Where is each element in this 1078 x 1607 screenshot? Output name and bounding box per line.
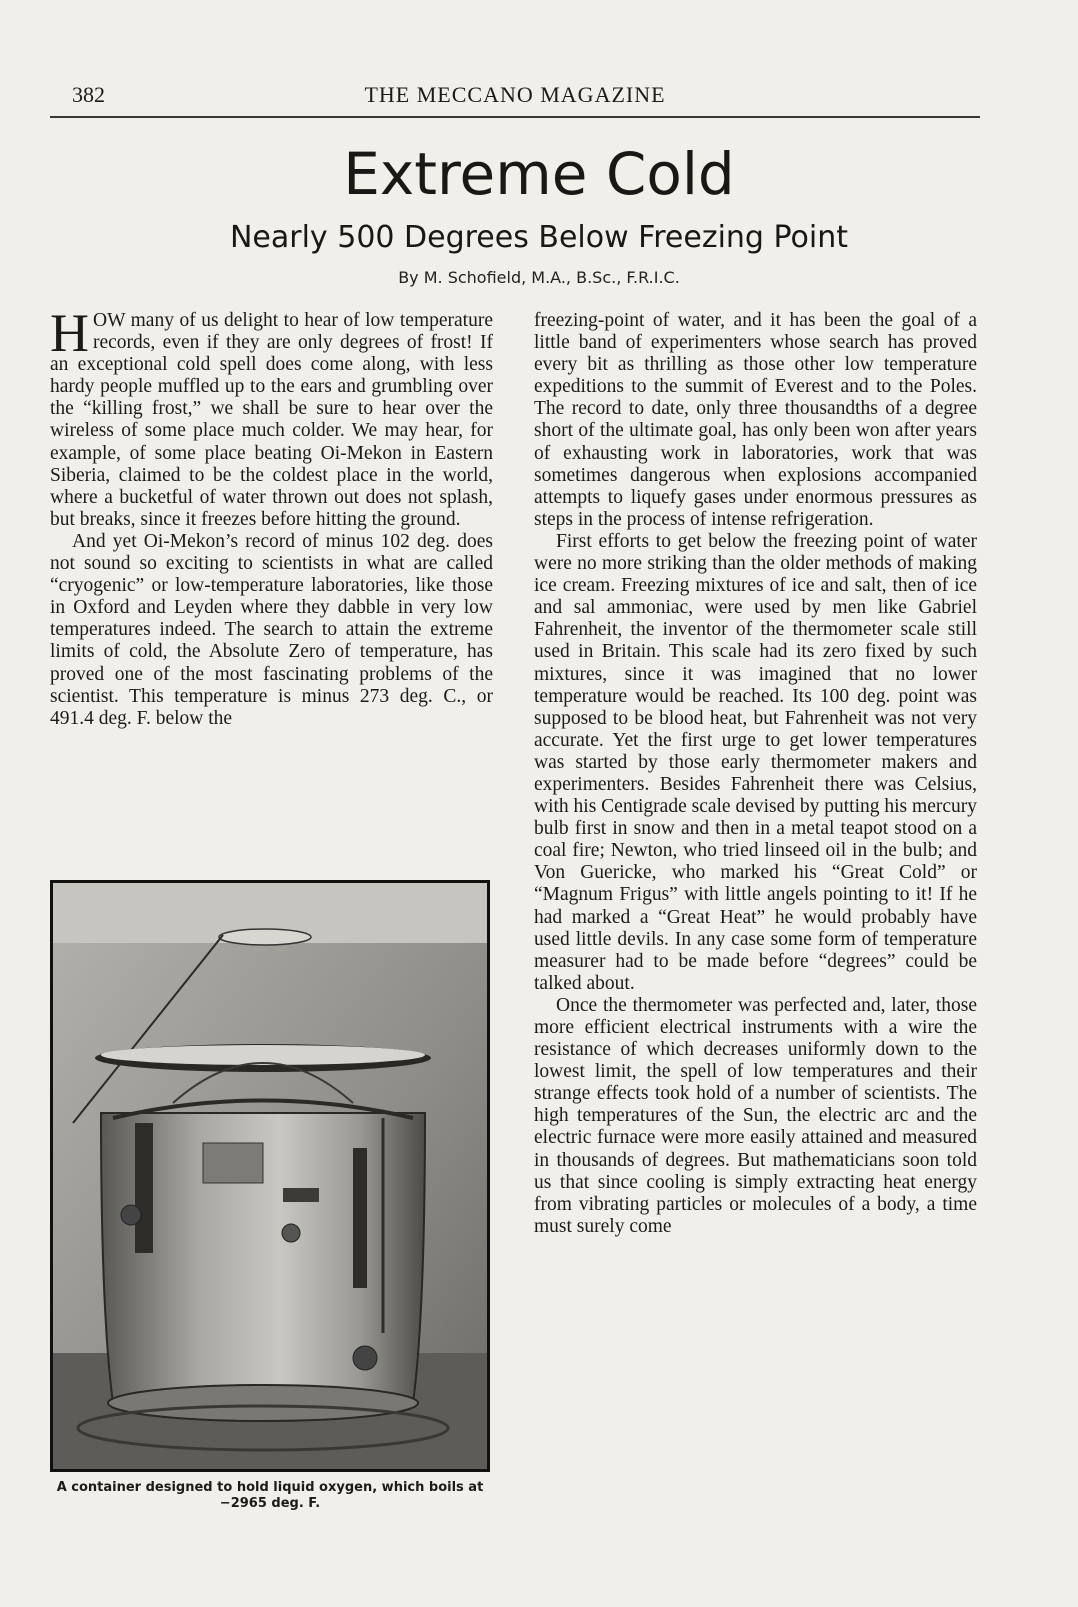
- running-head: [50, 80, 980, 114]
- paragraph: And yet Oi-Mekon’s record of minus 102 deg. does not sound so exciting to scientists in what are called “cryogenic” or low-temperature laboratories, like those in Oxford and Leyden where they dabble in very low temperatures indeed. The search to attain the extreme limits of cold, the Absolute Zero of temperature, has proved one of the most fascinating problems of the scientist. This temperature is minus 273 deg. C., or 491.4 deg. F. below the: [50, 530, 493, 729]
- byline: By M. Schofield, M.A., B.Sc., F.R.I.C.: [398, 268, 680, 287]
- paragraph: freezing-point of water, and it has been the goal of a little band of experimenters whose search has proved every bit as thrilling as those other low temperature expeditions to the summit of Everest and to the Poles. The record to date, only three thousandths of a degree short of the ultimate goal, has only been won after years of exhausting work in laboratories, work that was sometimes dangerous when explosions accompanied attempts to liquefy gases under enormous pressures as steps in the process of intense refrigeration.: [534, 310, 977, 530]
- drop-cap: H: [50, 303, 89, 363]
- paragraph: Once the thermometer was perfected and, later, those more efficient electrical instruments with a wire the resistance of which decreases uniformly down to the lowest limit, the spell of low temperatures and their strange effects took hold of a number of scientists. The high temperatures of the Sun, the electric arc and the electric furnace were more easily attained and measured in thousands of degrees. But mathematicians soon told us that since cooling is simply extracting heat energy from vibrating particles or molecules of a body, a time must surely come: [534, 994, 977, 1237]
- paragraph: First efforts to get below the freezing point of water were no more striking than the older methods of making ice cream. Freezing mixtures of ice and salt, then of ice and sal ammoniac, were used by men like Gabriel Fahrenheit, the inventor of the thermometer scale still used in Britain. This scale had its zero fixed by such mixtures, since it was imagined that no lower temperature would be reached. Its 100 deg. point was supposed to be blood heat, but Fahrenheit was not very accurate. Yet the first urge to get lower temperatures was started by those early thermometer makers and experimenters. Besides Fahrenheit there was Celsius, with his Centigrade scale devised by putting his mercury bulb first in snow and then in a metal teapot stood on a coal fire; Newton, who tried linseed oil in the bulb; and Von Guericke, who marked his “Great Cold” or “Magnum Frigus” with little angels pointing to it! If he had marked a “Great Heat” he would probably have used little devils. In any case some form of temperature measurer had to be made before “degrees” could be talked about.: [534, 530, 977, 994]
- left-column: [50, 303, 493, 730]
- magazine-title: THE MECCANO MAGAZINE: [364, 82, 666, 107]
- right-column: [534, 310, 977, 1238]
- paragraph-text: OW many of us delight to hear of low temperature records, even if they are only degrees of frost! If an exceptional cold spell does come along, with less hardy people muffled up to the ears and grumbling over the “killing frost,” we shall be sure to hear over the wireless of some place much colder. We may hear, for example, of some place beating Oi-Mekon in Eastern Siberia, claimed to be the coldest place in the world, where a bucketful of water thrown out does not splash, but breaks, since it freezes before hitting the ground.: [50, 310, 493, 530]
- photo-caption: A container designed to hold liquid oxygen, which boils at −2965 deg. F.: [56, 1480, 484, 1511]
- header-rule: [50, 116, 980, 118]
- article-subtitle: Nearly 500 Degrees Below Freezing Point: [229, 220, 849, 255]
- photo: [50, 880, 490, 1472]
- paragraph: [50, 303, 493, 531]
- page-number: 382: [72, 82, 105, 107]
- liquid-oxygen-container-photo: [53, 883, 487, 1469]
- article-title: Extreme Cold: [343, 140, 735, 208]
